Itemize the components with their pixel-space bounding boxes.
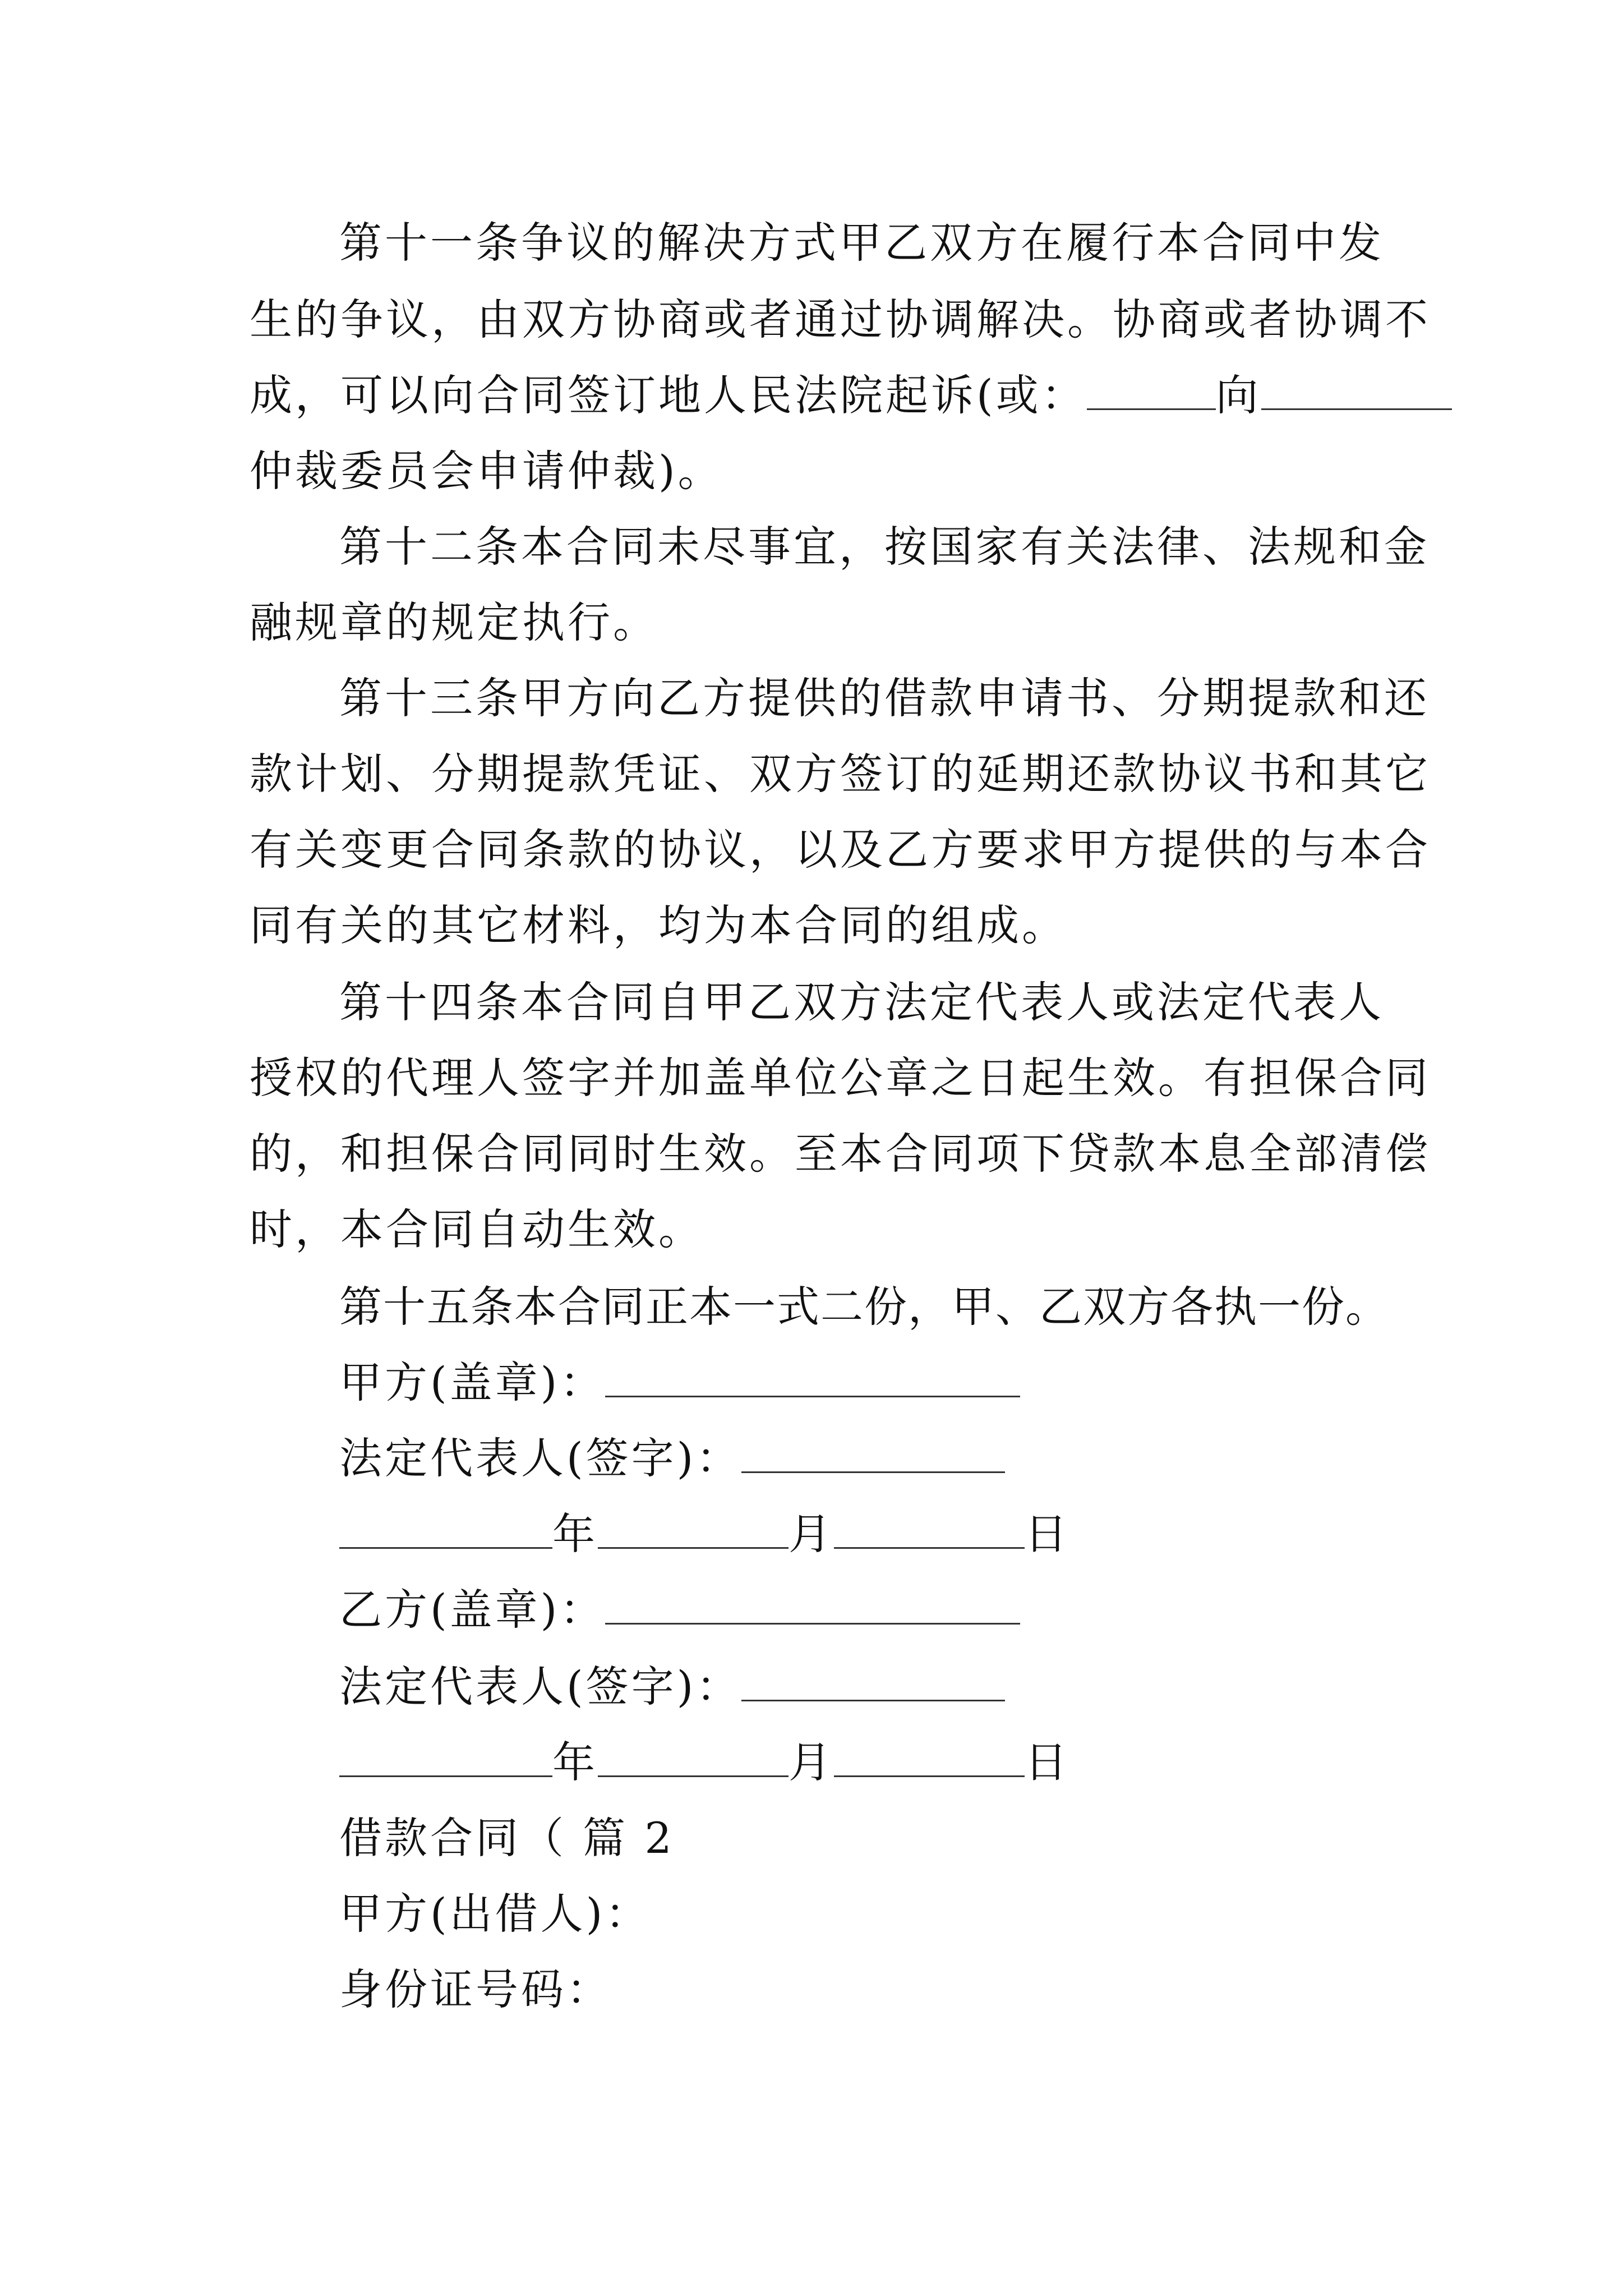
- article-13-line-1: 第十三条甲方向乙方提供的借款申请书、分期提款和还: [339, 673, 1430, 723]
- party-b-rep-blank: [741, 1666, 1005, 1701]
- article-11-to-text: 向: [1215, 370, 1261, 420]
- section-2-title: 借款合同（ 篇 2: [339, 1813, 675, 1863]
- party-a-year-label: 年: [552, 1509, 598, 1559]
- article-11-line-3: [250, 370, 1452, 421]
- party-b-year-blank: [339, 1742, 552, 1777]
- party-b-month-label: 月: [789, 1737, 834, 1787]
- article-13-line-4: 同有关的其它材料，均为本合同的组成。: [250, 900, 1067, 950]
- article-14-line-1: 第十四条本合同自甲乙双方法定代表人或法定代表人: [339, 977, 1384, 1027]
- party-a-year-blank: [339, 1513, 552, 1549]
- arbitration-committee-blank: [1261, 375, 1452, 410]
- party-b-seal-blank: [605, 1589, 1020, 1625]
- party-a-month-blank: [598, 1513, 789, 1549]
- party-a-seal-blank: [605, 1362, 1020, 1397]
- party-b-month-blank: [598, 1742, 789, 1777]
- article-11-line-3-text: 成，可以向合同签订地人民法院起诉(或：: [250, 370, 1087, 420]
- party-b-day-blank: [834, 1742, 1025, 1777]
- arbitration-place-blank: [1087, 375, 1216, 410]
- article-13-line-2: 款计划、分期提款凭证、双方签订的延期还款协议书和其它: [250, 749, 1431, 799]
- article-11-line-1: 第十一条争议的解决方式甲乙双方在履行本合同中发: [339, 218, 1384, 268]
- article-14-line-2: 授权的代理人签字并加盖单位公章之日起生效。有担保合同: [250, 1053, 1431, 1103]
- party-b-rep-label: 法定代表人(签字)：: [339, 1662, 742, 1711]
- party-b-day-label: 日: [1025, 1737, 1070, 1787]
- article-12-line-1: 第十二条本合同未尽事宜，按国家有关法律、法规和金: [339, 522, 1430, 572]
- article-11-line-4: 仲裁委员会申请仲裁)。: [250, 446, 723, 496]
- article-13-line-3: 有关变更合同条款的协议，以及乙方要求甲方提供的与本合: [250, 825, 1431, 875]
- party-a-rep-blank: [741, 1438, 1005, 1473]
- party-b-year-label: 年: [552, 1737, 598, 1787]
- article-11-line-2: 生的争议，由双方协商或者通过协调解决。协商或者协调不: [250, 295, 1431, 344]
- article-12-line-2: 融规章的规定执行。: [250, 597, 658, 647]
- lender-label: 甲方(出借人)：: [339, 1889, 651, 1939]
- party-a-rep-label: 法定代表人(签字)：: [339, 1433, 742, 1483]
- party-b-seal-row: [339, 1585, 1020, 1635]
- party-a-rep-row: [339, 1433, 1005, 1484]
- article-15-line-1: 第十五条本合同正本一式二份，甲、乙双方各执一份。: [339, 1282, 1389, 1332]
- party-a-date-row: [339, 1509, 1070, 1559]
- party-a-seal-row: [339, 1358, 1020, 1408]
- party-a-seal-label: 甲方(盖章)：: [339, 1358, 606, 1407]
- party-a-month-label: 月: [789, 1509, 834, 1559]
- party-a-day-blank: [834, 1513, 1025, 1549]
- party-a-day-label: 日: [1025, 1509, 1070, 1559]
- party-b-date-row: [339, 1737, 1070, 1788]
- party-b-rep-row: [339, 1662, 1005, 1712]
- party-b-seal-label: 乙方(盖章)：: [339, 1585, 606, 1635]
- id-number-label: 身份证号码：: [339, 1964, 612, 2014]
- article-14-line-3: 的，和担保合同同时生效。至本合同项下贷款本息全部清偿: [250, 1129, 1431, 1179]
- article-14-line-4: 时，本合同自动生效。: [250, 1204, 704, 1254]
